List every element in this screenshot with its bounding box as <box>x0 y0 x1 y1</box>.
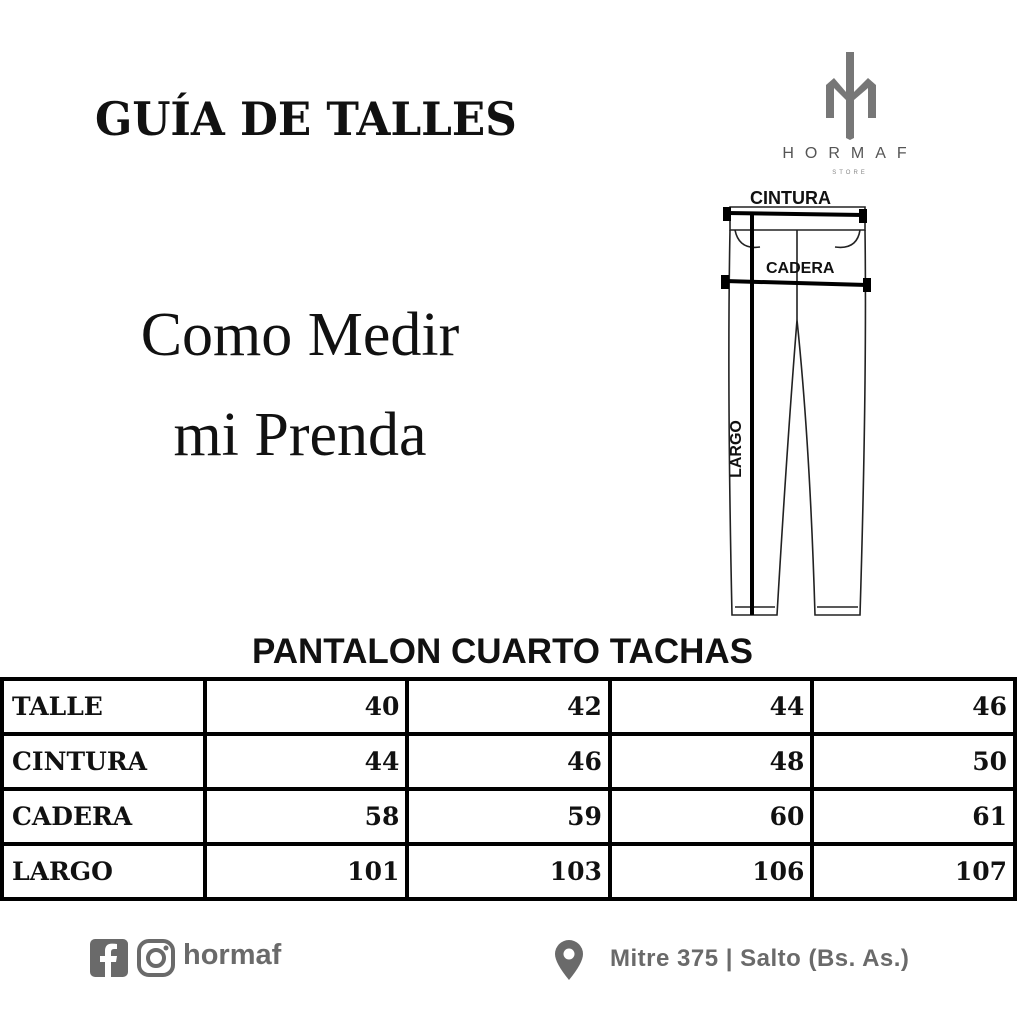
table-row <box>2 734 1015 789</box>
location-pin-icon <box>552 939 586 981</box>
footer <box>0 935 1025 985</box>
label-length: LARGO <box>727 420 745 478</box>
table-cell: 103 <box>407 844 610 899</box>
table-cell: 60 <box>610 789 813 844</box>
table-row <box>2 789 1015 844</box>
table-title: PANTALON CUARTO TACHAS <box>252 632 753 671</box>
table-cell: 46 <box>812 679 1015 734</box>
table-cell: 44 <box>610 679 813 734</box>
subtitle-line-2: mi Prenda <box>173 401 427 469</box>
brand-tagline: STORE <box>832 170 868 176</box>
table-cell: 42 <box>407 679 610 734</box>
table-cell: 58 <box>205 789 408 844</box>
store-address: Mitre 375 | Salto (Bs. As.) <box>610 945 910 972</box>
hormaf-monogram-icon <box>760 50 940 140</box>
page-title: GUÍA DE TALLES <box>95 92 517 146</box>
table-cell: 61 <box>812 789 1015 844</box>
subtitle-line-1: Como Medir <box>140 301 460 369</box>
pants-diagram <box>715 185 885 625</box>
row-label: CADERA <box>2 789 205 844</box>
row-label: CINTURA <box>2 734 205 789</box>
table-cell: 48 <box>610 734 813 789</box>
brand-name: HORMAF <box>782 145 918 162</box>
table-cell: 44 <box>205 734 408 789</box>
table-cell: 46 <box>407 734 610 789</box>
label-waist: CINTURA <box>750 188 831 208</box>
table-cell: 40 <box>205 679 408 734</box>
brand-logo <box>760 50 940 185</box>
row-label: TALLE <box>2 679 205 734</box>
table-cell: 101 <box>205 844 408 899</box>
social-handle[interactable]: hormaf <box>183 939 282 971</box>
page-subtitle <box>100 285 500 485</box>
table-cell: 50 <box>812 734 1015 789</box>
table-row <box>2 679 1015 734</box>
instagram-icon[interactable] <box>137 939 175 977</box>
label-hip: CADERA <box>766 260 835 277</box>
table-cell: 59 <box>407 789 610 844</box>
row-label: LARGO <box>2 844 205 899</box>
table-cell: 107 <box>812 844 1015 899</box>
size-table <box>0 677 1017 901</box>
table-row <box>2 844 1015 899</box>
facebook-icon[interactable] <box>90 939 128 977</box>
table-cell: 106 <box>610 844 813 899</box>
